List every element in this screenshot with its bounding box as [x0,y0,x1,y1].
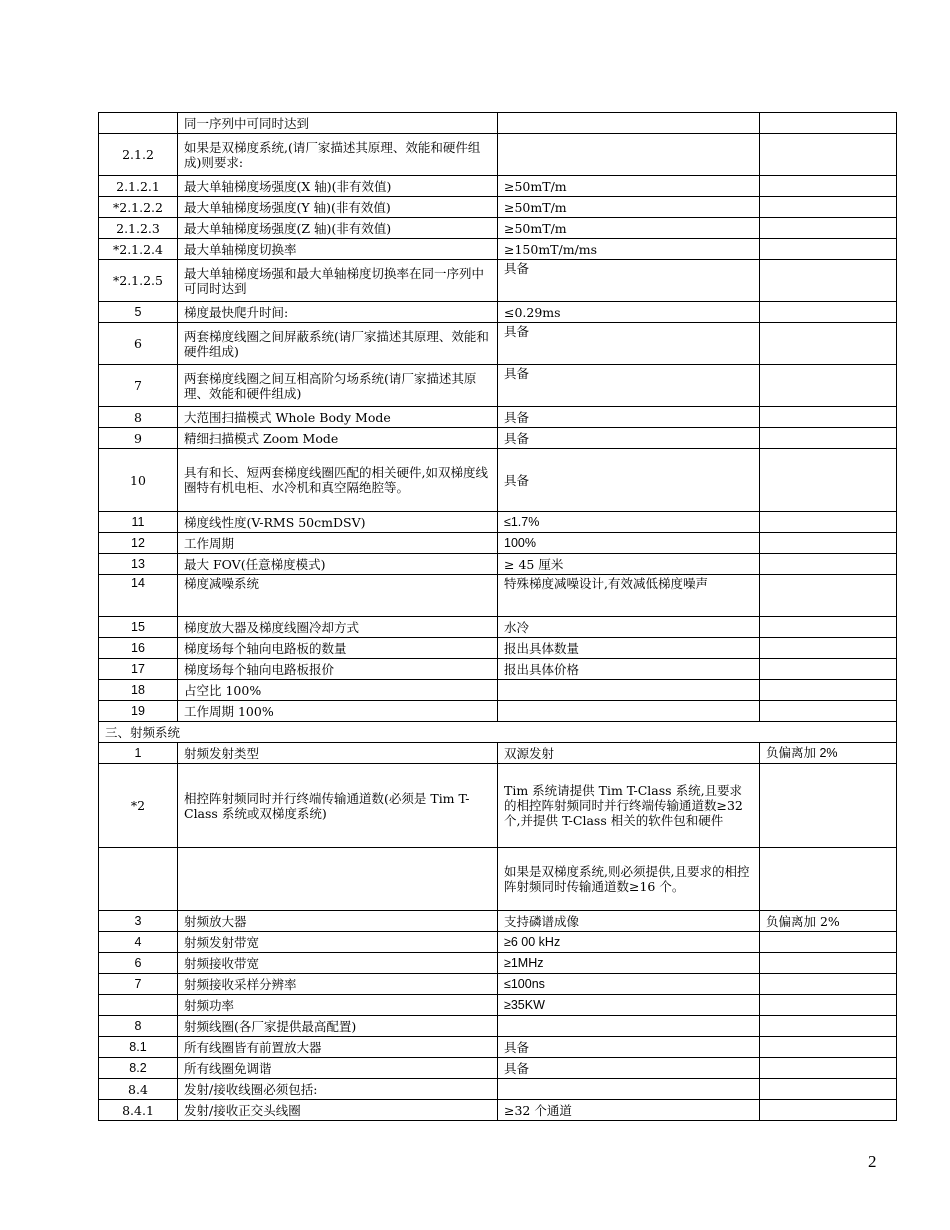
row-item: 最大单轴梯度场强度(Z 轴)(非有效值) [178,218,498,239]
table-row [99,134,897,176]
table-row [99,974,897,995]
row-number: 2.1.2 [99,134,178,176]
row-note [760,617,897,638]
table-row [99,743,897,764]
section-row [99,722,897,743]
row-spec: ≤1.7% [498,512,760,533]
table-row [99,533,897,554]
row-spec: ≤100ns [498,974,760,995]
row-item: 工作周期 100% [178,701,498,722]
table-row [99,554,897,575]
row-note [760,974,897,995]
row-item: 占空比 100% [178,680,498,701]
row-item: 射频线圈(各厂家提供最高配置) [178,1016,498,1037]
table-row [99,218,897,239]
row-spec: Tim 系统请提供 Tim T-Class 系统,且要求的相控阵射频同时并行终端传输通道数≥32 个,并提供 T-Class 相关的软件包和硬件 [498,764,760,848]
row-spec: ≥ 45 厘米 [498,554,760,575]
row-spec: 具备 [498,449,760,512]
row-item: 最大单轴梯度场强和最大单轴梯度切换率在同一序列中可同时达到 [178,260,498,302]
row-note [760,848,897,911]
row-number: *2 [99,764,178,848]
table-row [99,1079,897,1100]
table-row [99,428,897,449]
row-number: 16 [99,638,178,659]
row-number [99,848,178,911]
row-number: 2.1.2.1 [99,176,178,197]
row-number: 8 [99,407,178,428]
row-item: 最大单轴梯度场强度(X 轴)(非有效值) [178,176,498,197]
row-item: 射频接收采样分辨率 [178,974,498,995]
table-row [99,617,897,638]
row-spec: ≥50mT/m [498,218,760,239]
row-note [760,197,897,218]
row-item: 发射/接收正交头线圈 [178,1100,498,1121]
row-item: 相控阵射频同时并行终端传输通道数(必须是 Tim T-Class 系统或双梯度系统) [178,764,498,848]
row-item: 梯度放大器及梯度线圈冷却方式 [178,617,498,638]
row-number: 12 [99,533,178,554]
row-item: 最大 FOV(任意梯度模式) [178,554,498,575]
table-row [99,995,897,1016]
table-row [99,113,897,134]
row-note [760,323,897,365]
row-item: 精细扫描模式 Zoom Mode [178,428,498,449]
row-note [760,449,897,512]
row-number: 19 [99,701,178,722]
row-item: 如果是双梯度系统,(请厂家描述其原理、效能和硬件组成)则要求: [178,134,498,176]
row-note [760,995,897,1016]
row-note [760,1016,897,1037]
row-number: 7 [99,365,178,407]
row-number: 5 [99,302,178,323]
table-row [99,197,897,218]
row-note [760,113,897,134]
table-row [99,176,897,197]
table-row [99,638,897,659]
row-item: 所有线圈免调谐 [178,1058,498,1079]
row-note [760,575,897,617]
table-row [99,239,897,260]
row-note [760,428,897,449]
row-item: 梯度场每个轴向电路板的数量 [178,638,498,659]
row-note [760,953,897,974]
row-item: 梯度最快爬升时间: [178,302,498,323]
row-number: 15 [99,617,178,638]
row-note [760,1079,897,1100]
row-spec: 具备 [498,365,760,407]
row-item: 最大单轴梯度场强度(Y 轴)(非有效值) [178,197,498,218]
row-number: 1 [99,743,178,764]
row-spec: 特殊梯度减噪设计,有效减低梯度噪声 [498,575,760,617]
row-spec: ≥32 个通道 [498,1100,760,1121]
row-spec: ≥35KW [498,995,760,1016]
row-spec: 具备 [498,407,760,428]
row-item: 同一序列中可同时达到 [178,113,498,134]
row-number: 6 [99,323,178,365]
row-note [760,680,897,701]
row-spec: ≥6 00 kHz [498,932,760,953]
row-note [760,1037,897,1058]
row-spec [498,1016,760,1037]
row-spec: 100% [498,533,760,554]
row-spec: 具备 [498,428,760,449]
row-spec [498,680,760,701]
row-spec: 具备 [498,323,760,365]
table-row [99,680,897,701]
row-item: 梯度减噪系统 [178,575,498,617]
table-row [99,1100,897,1121]
row-number: *2.1.2.2 [99,197,178,218]
row-spec [498,113,760,134]
row-spec: ≥50mT/m [498,176,760,197]
row-spec: 具备 [498,1037,760,1058]
page-number: 2 [868,1152,877,1171]
row-item: 射频接收带宽 [178,953,498,974]
row-item: 射频放大器 [178,911,498,932]
table-row [99,911,897,932]
table-row [99,302,897,323]
table-row [99,407,897,428]
table-row [99,449,897,512]
row-note [760,638,897,659]
row-number: 13 [99,554,178,575]
row-spec: 水冷 [498,617,760,638]
row-spec: 具备 [498,1058,760,1079]
row-note: 负偏离加 2% [760,743,897,764]
row-number: 8.1 [99,1037,178,1058]
row-item: 两套梯度线圈之间互相高阶匀场系统(请厂家描述其原理、效能和硬件组成) [178,365,498,407]
row-number: 6 [99,953,178,974]
row-number: 11 [99,512,178,533]
row-spec: 支持磷谱成像 [498,911,760,932]
row-item: 射频发射带宽 [178,932,498,953]
table-row [99,323,897,365]
table-row [99,575,897,617]
table-row [99,1016,897,1037]
row-note [760,134,897,176]
spec-table [98,112,897,1121]
row-note [760,932,897,953]
table-row [99,659,897,680]
table-row [99,365,897,407]
row-spec [498,701,760,722]
row-note [760,554,897,575]
table-row [99,701,897,722]
row-note [760,533,897,554]
row-item: 工作周期 [178,533,498,554]
row-item: 射频发射类型 [178,743,498,764]
row-item: 发射/接收线圈必须包括: [178,1079,498,1100]
row-note [760,1100,897,1121]
row-spec: 报出具体数量 [498,638,760,659]
row-note [760,260,897,302]
row-item [178,848,498,911]
row-item: 射频功率 [178,995,498,1016]
row-spec: ≤0.29ms [498,302,760,323]
row-number: 9 [99,428,178,449]
row-number: 17 [99,659,178,680]
row-item: 大范围扫描模式 Whole Body Mode [178,407,498,428]
row-number: 10 [99,449,178,512]
row-number [99,995,178,1016]
row-number: 18 [99,680,178,701]
row-spec: 报出具体价格 [498,659,760,680]
row-number: 8.4 [99,1079,178,1100]
row-spec: 双源发射 [498,743,760,764]
row-number: 14 [99,575,178,617]
row-item: 具有和长、短两套梯度线圈匹配的相关硬件,如双梯度线圈特有机电柜、水冷机和真空隔绝腔等。 [178,449,498,512]
row-note [760,218,897,239]
row-note [760,701,897,722]
row-spec: ≥1MHz [498,953,760,974]
row-note [760,407,897,428]
row-number: 8.4.1 [99,1100,178,1121]
row-number: 4 [99,932,178,953]
table-row [99,1037,897,1058]
row-number: 7 [99,974,178,995]
row-note [760,659,897,680]
row-spec: ≥150mT/m/ms [498,239,760,260]
row-number: *2.1.2.5 [99,260,178,302]
table-row [99,764,897,848]
table-row [99,260,897,302]
row-item: 两套梯度线圈之间屏蔽系统(请厂家描述其原理、效能和硬件组成) [178,323,498,365]
table-row [99,953,897,974]
row-number [99,113,178,134]
row-item: 所有线圈皆有前置放大器 [178,1037,498,1058]
row-note [760,512,897,533]
row-note [760,1058,897,1079]
section-title: 三、射频系统 [99,722,897,743]
row-number: 8.2 [99,1058,178,1079]
row-number: 3 [99,911,178,932]
row-note [760,302,897,323]
row-number: *2.1.2.4 [99,239,178,260]
table-row [99,932,897,953]
row-spec [498,134,760,176]
row-note [760,239,897,260]
row-spec: 具备 [498,260,760,302]
row-note [760,365,897,407]
row-item: 最大单轴梯度切换率 [178,239,498,260]
row-note: 负偏离加 2% [760,911,897,932]
row-spec: ≥50mT/m [498,197,760,218]
table-row [99,512,897,533]
table-row [99,1058,897,1079]
row-spec [498,1079,760,1100]
row-note [760,764,897,848]
row-number: 2.1.2.3 [99,218,178,239]
row-item: 梯度线性度(V-RMS 50cmDSV) [178,512,498,533]
table-row [99,848,897,911]
row-number: 8 [99,1016,178,1037]
row-note [760,176,897,197]
row-spec: 如果是双梯度系统,则必须提供,且要求的相控阵射频同时传输通道数≥16 个。 [498,848,760,911]
row-item: 梯度场每个轴向电路板报价 [178,659,498,680]
